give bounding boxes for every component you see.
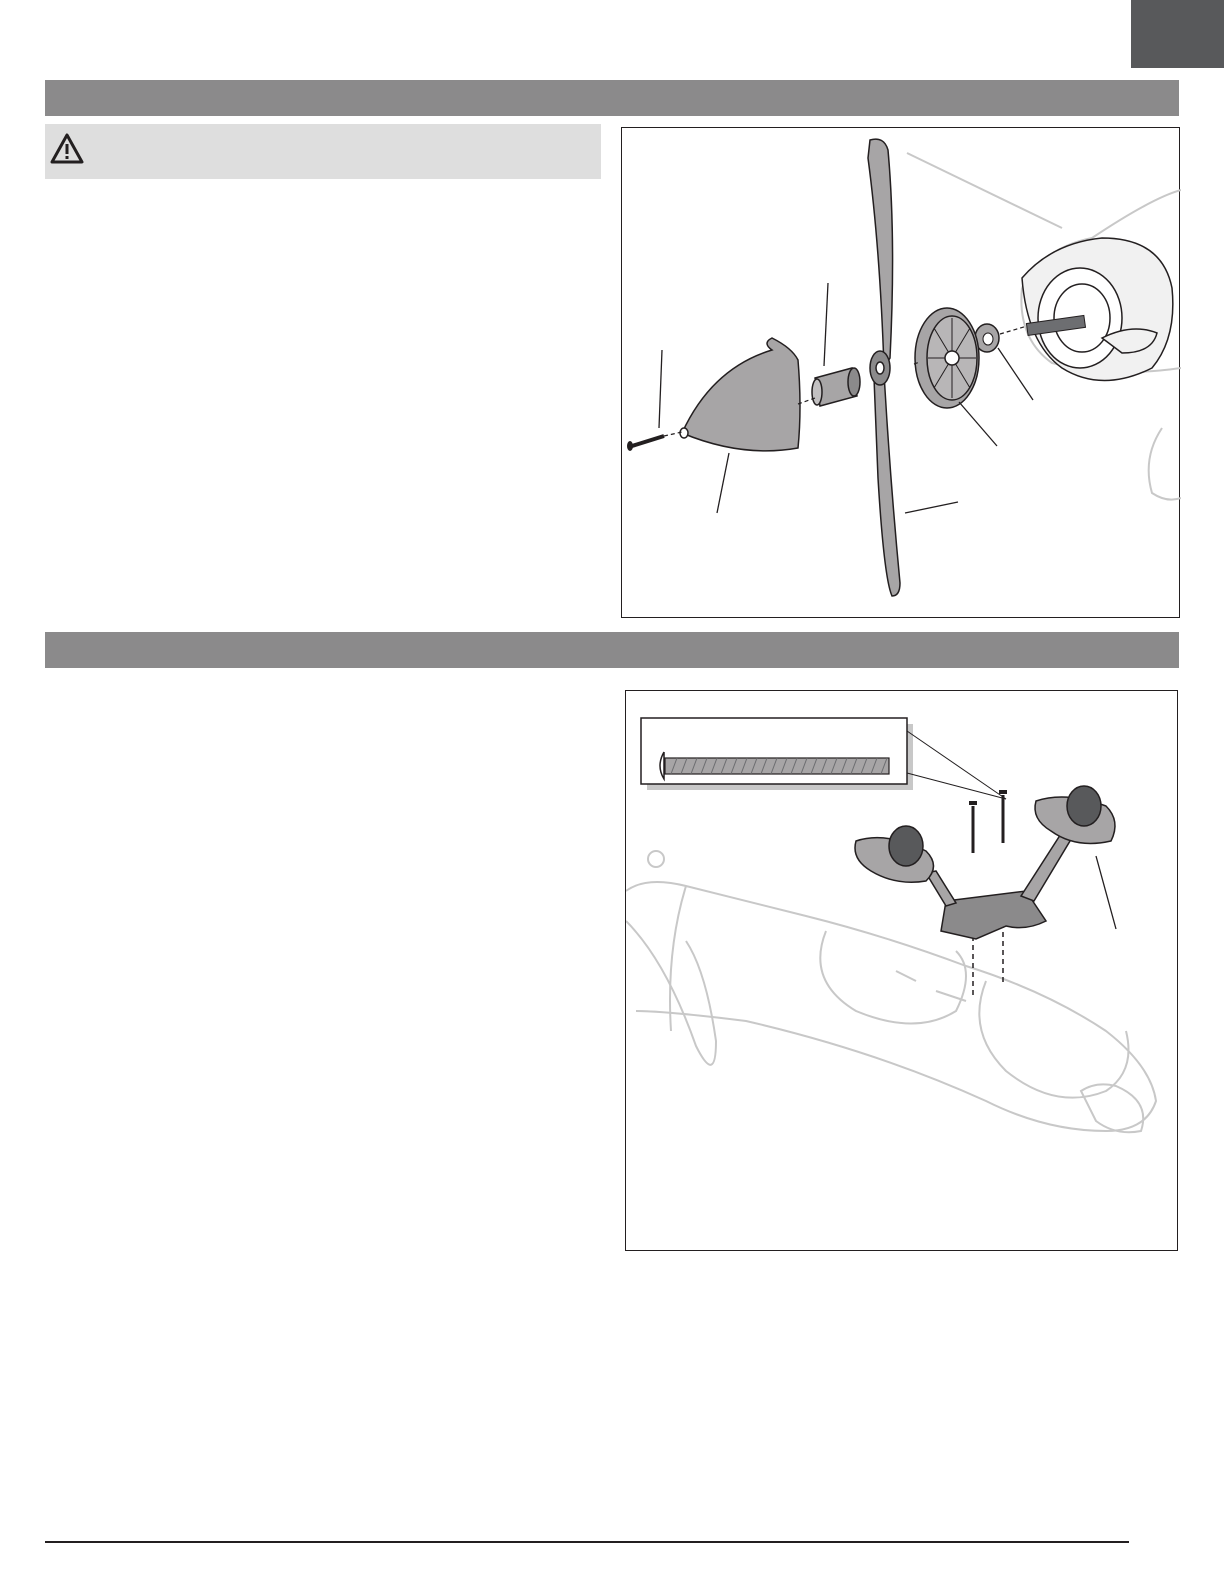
warning-triangle-icon — [50, 133, 84, 165]
section-header-1 — [45, 80, 1179, 116]
spinner-cone — [680, 338, 800, 451]
motor-nose — [1022, 238, 1173, 381]
prop-adapter — [812, 368, 860, 406]
footer-rule — [45, 1541, 1129, 1543]
section-header-2 — [45, 632, 1179, 668]
mounting-screws — [969, 790, 1007, 853]
spinner-screw — [627, 436, 664, 451]
leader-line — [1096, 856, 1116, 929]
language-tab — [1131, 0, 1224, 68]
landing-gear-assembly — [855, 786, 1115, 939]
spinner-backplate — [915, 308, 979, 408]
screw-detail-callout — [641, 718, 1006, 799]
warning-box — [45, 124, 601, 179]
propeller — [868, 139, 900, 596]
propeller-figure — [621, 127, 1180, 618]
fuselage — [626, 851, 1156, 1132]
landing-gear-figure — [625, 690, 1178, 1251]
